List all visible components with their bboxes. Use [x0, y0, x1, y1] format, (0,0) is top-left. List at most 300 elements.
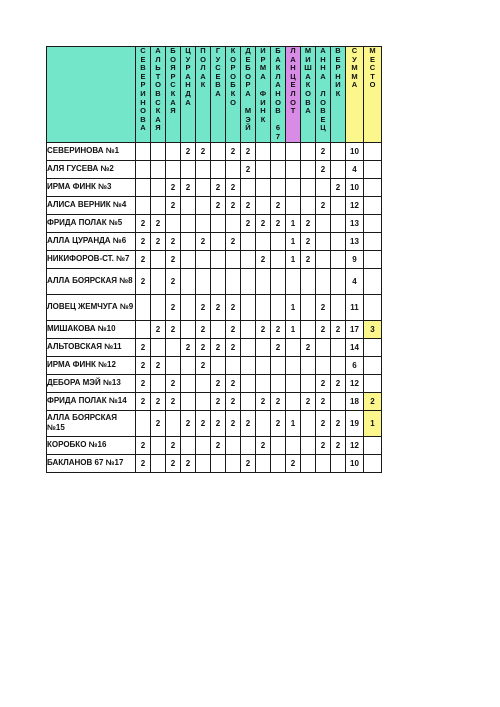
- score-cell: [301, 374, 316, 392]
- score-cell: [331, 294, 346, 320]
- score-cell: [181, 356, 196, 374]
- column-header-label: С Е В Е Р И Н О В А: [140, 46, 146, 133]
- score-cell: 2: [241, 454, 256, 472]
- table-row: [47, 232, 382, 250]
- score-cell: [286, 268, 301, 294]
- column-header: [301, 47, 316, 143]
- score-cell: [136, 142, 151, 160]
- place-cell: [364, 374, 382, 392]
- score-cell: 2: [226, 196, 241, 214]
- score-cell: [256, 178, 271, 196]
- score-cell: 2: [226, 392, 241, 410]
- score-cell: [166, 160, 181, 178]
- score-cell: [301, 410, 316, 436]
- sum-cell: 10: [346, 454, 364, 472]
- score-cell: 2: [226, 294, 241, 320]
- score-cell: [316, 268, 331, 294]
- score-cell: [301, 196, 316, 214]
- score-cell: [286, 374, 301, 392]
- score-cell: 2: [256, 436, 271, 454]
- score-cell: 2: [316, 320, 331, 338]
- table-row: [47, 214, 382, 232]
- place-cell: [364, 142, 382, 160]
- score-cell: [271, 374, 286, 392]
- score-cell: [286, 392, 301, 410]
- score-cell: 2: [301, 392, 316, 410]
- score-cell: [136, 294, 151, 320]
- table-row: [47, 356, 382, 374]
- score-cell: 2: [196, 410, 211, 436]
- score-cell: 1: [286, 214, 301, 232]
- score-cell: 2: [256, 214, 271, 232]
- column-header-label: Г У С Е В А: [215, 46, 221, 98]
- column-header: [151, 47, 166, 143]
- score-cell: [256, 454, 271, 472]
- participant-name: АЛЛА БОЯРСКАЯ №15: [47, 410, 136, 436]
- column-header: [346, 47, 364, 143]
- score-cell: 2: [211, 338, 226, 356]
- score-cell: [271, 436, 286, 454]
- score-cell: 2: [166, 374, 181, 392]
- score-cell: [226, 356, 241, 374]
- score-cell: [301, 294, 316, 320]
- table-row: [47, 454, 382, 472]
- score-cell: [166, 338, 181, 356]
- score-cell: 2: [316, 392, 331, 410]
- score-cell: 2: [241, 160, 256, 178]
- score-cell: 2: [271, 338, 286, 356]
- score-cell: [301, 178, 316, 196]
- score-cell: [286, 196, 301, 214]
- score-cell: 2: [136, 338, 151, 356]
- score-cell: 2: [136, 454, 151, 472]
- score-cell: 2: [166, 268, 181, 294]
- score-cell: [181, 250, 196, 268]
- score-cell: [196, 250, 211, 268]
- sum-cell: 19: [346, 410, 364, 436]
- place-cell: [364, 356, 382, 374]
- score-cell: 2: [166, 178, 181, 196]
- score-cell: 2: [136, 374, 151, 392]
- score-cell: 1: [286, 320, 301, 338]
- score-cell: 2: [166, 392, 181, 410]
- column-header-label: К О Р О Б К О: [230, 46, 236, 107]
- sum-cell: 18: [346, 392, 364, 410]
- participant-name: АЛИСА ВЕРНИК №4: [47, 196, 136, 214]
- score-cell: [241, 232, 256, 250]
- score-cell: [241, 392, 256, 410]
- table-row: [47, 392, 382, 410]
- score-cell: [211, 454, 226, 472]
- score-cell: 2: [226, 142, 241, 160]
- score-cell: [181, 160, 196, 178]
- score-cell: 1: [286, 250, 301, 268]
- score-cell: [316, 356, 331, 374]
- column-header: [241, 47, 256, 143]
- place-cell: 2: [364, 392, 382, 410]
- sum-cell: 4: [346, 268, 364, 294]
- score-cell: 2: [151, 232, 166, 250]
- table-row: [47, 436, 382, 454]
- score-cell: 2: [151, 392, 166, 410]
- score-cell: [181, 196, 196, 214]
- score-cell: 2: [151, 214, 166, 232]
- score-cell: 2: [166, 196, 181, 214]
- participant-name: АЛЯ ГУСЕВА №2: [47, 160, 136, 178]
- score-cell: [241, 374, 256, 392]
- score-cell: 2: [136, 392, 151, 410]
- score-cell: 2: [211, 436, 226, 454]
- score-cell: 2: [316, 374, 331, 392]
- column-header-label: Д Е Б О Р А М Э Й: [244, 46, 252, 133]
- column-header: [226, 47, 241, 143]
- column-header: [364, 47, 382, 143]
- score-cell: [196, 160, 211, 178]
- column-header-label: В Е Р Н И К: [335, 46, 341, 98]
- table-row: [47, 338, 382, 356]
- table-row: [47, 410, 382, 436]
- table-row: [47, 196, 382, 214]
- score-cell: [241, 436, 256, 454]
- score-cell: [226, 436, 241, 454]
- place-cell: [364, 178, 382, 196]
- score-cell: [301, 142, 316, 160]
- score-cell: 2: [196, 294, 211, 320]
- score-cell: [241, 294, 256, 320]
- score-cell: 2: [166, 320, 181, 338]
- sum-cell: 6: [346, 356, 364, 374]
- score-cell: 2: [211, 392, 226, 410]
- score-cell: [256, 356, 271, 374]
- score-cell: [256, 338, 271, 356]
- participant-name: ФРИДА ПОЛАК №5: [47, 214, 136, 232]
- score-cell: 2: [211, 294, 226, 320]
- score-cell: [286, 178, 301, 196]
- score-cell: [256, 410, 271, 436]
- score-cell: 2: [181, 178, 196, 196]
- table-body: [47, 142, 382, 472]
- participant-name: ИРМА ФИНК №3: [47, 178, 136, 196]
- score-cell: 1: [286, 232, 301, 250]
- score-cell: 2: [286, 454, 301, 472]
- score-cell: [166, 214, 181, 232]
- table-row: [47, 374, 382, 392]
- sum-cell: 11: [346, 294, 364, 320]
- place-cell: [364, 214, 382, 232]
- score-cell: 2: [136, 436, 151, 454]
- score-cell: [196, 436, 211, 454]
- place-cell: 3: [364, 320, 382, 338]
- column-header-label: Ц У Р А Н Д А: [185, 46, 191, 107]
- table-row: [47, 142, 382, 160]
- score-cell: [151, 294, 166, 320]
- score-cell: [316, 454, 331, 472]
- score-cell: [331, 214, 346, 232]
- score-cell: [301, 160, 316, 178]
- place-cell: [364, 294, 382, 320]
- score-cell: [151, 160, 166, 178]
- place-cell: [364, 268, 382, 294]
- participant-name: НИКИФОРОВ-СТ. №7: [47, 250, 136, 268]
- score-cell: [241, 268, 256, 294]
- score-cell: 2: [316, 436, 331, 454]
- score-cell: [241, 338, 256, 356]
- sum-cell: 9: [346, 250, 364, 268]
- score-cell: [331, 160, 346, 178]
- score-cell: 2: [301, 214, 316, 232]
- score-cell: [241, 178, 256, 196]
- score-cell: 2: [151, 410, 166, 436]
- score-cell: [196, 268, 211, 294]
- score-cell: [271, 250, 286, 268]
- score-cell: 2: [316, 142, 331, 160]
- participant-name: БАКЛАНОВ 67 №17: [47, 454, 136, 472]
- place-cell: [364, 232, 382, 250]
- score-cell: 1: [286, 294, 301, 320]
- column-header-label: Б О Я Р С К А Я: [170, 46, 176, 116]
- score-cell: [166, 410, 181, 436]
- score-cell: [136, 320, 151, 338]
- place-cell: [364, 338, 382, 356]
- score-cell: 2: [196, 320, 211, 338]
- score-cell: 2: [316, 294, 331, 320]
- score-cell: 2: [331, 374, 346, 392]
- score-cell: [196, 214, 211, 232]
- score-cell: [226, 214, 241, 232]
- score-cell: [316, 232, 331, 250]
- score-cell: [211, 214, 226, 232]
- score-cell: [286, 356, 301, 374]
- score-cell: [136, 410, 151, 436]
- place-cell: 1: [364, 410, 382, 436]
- column-header: [256, 47, 271, 143]
- score-cell: [166, 356, 181, 374]
- column-header: [211, 47, 226, 143]
- table-row: [47, 250, 382, 268]
- score-cell: [151, 268, 166, 294]
- score-cell: 2: [226, 320, 241, 338]
- participant-name: АЛЛА БОЯРСКАЯ №8: [47, 268, 136, 294]
- score-cell: 1: [286, 410, 301, 436]
- score-cell: 2: [226, 374, 241, 392]
- score-cell: [331, 454, 346, 472]
- score-cell: [136, 160, 151, 178]
- score-cell: [196, 196, 211, 214]
- participant-name: ДЕБОРА МЭЙ №13: [47, 374, 136, 392]
- score-cell: 2: [271, 320, 286, 338]
- score-cell: 2: [211, 410, 226, 436]
- score-cell: [151, 338, 166, 356]
- score-cell: 2: [136, 232, 151, 250]
- score-cell: 2: [256, 250, 271, 268]
- score-cell: [196, 374, 211, 392]
- score-cell: 2: [241, 214, 256, 232]
- score-cell: 2: [181, 410, 196, 436]
- score-cell: [181, 392, 196, 410]
- score-cell: [181, 214, 196, 232]
- score-cell: [256, 374, 271, 392]
- column-header-label: Л А Н Ц Е Л О Т: [290, 46, 296, 116]
- score-cell: 2: [271, 410, 286, 436]
- score-cell: 2: [316, 196, 331, 214]
- participant-name: МИШАКОВА №10: [47, 320, 136, 338]
- score-cell: [181, 268, 196, 294]
- column-header: [181, 47, 196, 143]
- participant-name: ФРИДА ПОЛАК №14: [47, 392, 136, 410]
- score-cell: [256, 294, 271, 320]
- score-cell: 2: [196, 338, 211, 356]
- score-cell: 2: [331, 320, 346, 338]
- score-cell: [226, 250, 241, 268]
- score-cell: 2: [136, 356, 151, 374]
- score-cell: 2: [301, 232, 316, 250]
- column-header-label: А Л Ь Т О В С К А Я: [155, 46, 161, 133]
- score-cell: 2: [211, 374, 226, 392]
- place-cell: [364, 196, 382, 214]
- score-cell: [286, 160, 301, 178]
- score-cell: 2: [136, 214, 151, 232]
- score-cell: [316, 214, 331, 232]
- table-row: [47, 268, 382, 294]
- score-cell: [271, 160, 286, 178]
- score-cell: [241, 320, 256, 338]
- score-cell: [211, 250, 226, 268]
- score-cell: [256, 268, 271, 294]
- score-cell: 2: [196, 356, 211, 374]
- table-row: [47, 178, 382, 196]
- column-header-label: С У М М А: [351, 46, 358, 90]
- score-cell: [151, 374, 166, 392]
- score-cell: 2: [181, 338, 196, 356]
- score-cell: [226, 268, 241, 294]
- score-cell: [166, 142, 181, 160]
- place-cell: [364, 436, 382, 454]
- score-cell: 2: [166, 294, 181, 320]
- score-cell: [316, 178, 331, 196]
- score-cell: [286, 436, 301, 454]
- sum-cell: 12: [346, 374, 364, 392]
- participant-name: СЕВЕРИНОВА №1: [47, 142, 136, 160]
- column-header-label: М И Ш А К О В А: [304, 46, 312, 116]
- column-header: [196, 47, 211, 143]
- score-cell: [301, 356, 316, 374]
- score-cell: 2: [316, 410, 331, 436]
- column-header-label: Б А К Л А Н О В 6 7: [275, 46, 281, 141]
- sum-cell: 14: [346, 338, 364, 356]
- score-cell: 2: [271, 196, 286, 214]
- sum-cell: 4: [346, 160, 364, 178]
- score-cell: 2: [136, 268, 151, 294]
- place-cell: [364, 250, 382, 268]
- sum-cell: 13: [346, 232, 364, 250]
- place-cell: [364, 160, 382, 178]
- score-cell: 2: [226, 232, 241, 250]
- score-cell: [241, 356, 256, 374]
- score-cell: 2: [151, 320, 166, 338]
- header-corner: [47, 47, 136, 143]
- participant-name: ЛОВЕЦ ЖЕМЧУГА №9: [47, 294, 136, 320]
- score-cell: 2: [331, 178, 346, 196]
- score-cell: 2: [226, 338, 241, 356]
- score-cell: 2: [211, 178, 226, 196]
- score-cell: [271, 232, 286, 250]
- score-cell: 2: [331, 436, 346, 454]
- column-header: [136, 47, 151, 143]
- score-cell: 2: [166, 250, 181, 268]
- score-cell: 2: [316, 160, 331, 178]
- score-cell: [331, 338, 346, 356]
- score-cell: 2: [181, 142, 196, 160]
- sum-cell: 12: [346, 436, 364, 454]
- score-cell: 2: [226, 410, 241, 436]
- score-cell: [211, 320, 226, 338]
- column-header-label: М Е С Т О: [369, 46, 376, 90]
- score-cell: [211, 356, 226, 374]
- sum-cell: 10: [346, 178, 364, 196]
- score-cell: 2: [301, 338, 316, 356]
- score-cell: [196, 178, 211, 196]
- score-cell: [301, 320, 316, 338]
- score-cell: 2: [136, 250, 151, 268]
- score-cell: 2: [196, 232, 211, 250]
- column-header-label: И Р М А Ф И Н К: [259, 46, 267, 124]
- score-cell: 2: [256, 392, 271, 410]
- score-cell: [151, 196, 166, 214]
- score-cell: 2: [181, 454, 196, 472]
- score-cell: [181, 232, 196, 250]
- score-cell: [256, 142, 271, 160]
- score-cell: [256, 160, 271, 178]
- score-cell: 2: [151, 356, 166, 374]
- score-cell: [286, 142, 301, 160]
- score-cell: 2: [211, 196, 226, 214]
- column-header-label: П О Л А К: [200, 46, 206, 90]
- score-cell: [256, 196, 271, 214]
- score-cell: 2: [301, 250, 316, 268]
- column-header: [271, 47, 286, 143]
- score-cell: [331, 142, 346, 160]
- sum-cell: 13: [346, 214, 364, 232]
- score-cell: [136, 178, 151, 196]
- participant-name: АЛЛА ЦУРАНДА №6: [47, 232, 136, 250]
- score-cell: 2: [256, 320, 271, 338]
- participant-name: АЛЬТОВСКАЯ №11: [47, 338, 136, 356]
- score-cell: [256, 232, 271, 250]
- score-cell: [271, 294, 286, 320]
- score-cell: 2: [166, 436, 181, 454]
- score-cell: [301, 454, 316, 472]
- score-cell: [301, 436, 316, 454]
- score-cell: [136, 196, 151, 214]
- score-cell: [151, 250, 166, 268]
- score-cell: [331, 392, 346, 410]
- header-row: [47, 47, 382, 143]
- score-cell: [181, 294, 196, 320]
- scores-table: [46, 46, 382, 473]
- score-cell: [271, 142, 286, 160]
- score-cell: [181, 436, 196, 454]
- table-row: [47, 320, 382, 338]
- score-cell: [211, 268, 226, 294]
- score-cell: [211, 232, 226, 250]
- score-cell: 2: [241, 142, 256, 160]
- score-cell: [301, 268, 316, 294]
- participant-name: КОРОБКО №16: [47, 436, 136, 454]
- score-cell: [211, 160, 226, 178]
- score-cell: [331, 356, 346, 374]
- column-header: [316, 47, 331, 143]
- score-cell: [211, 142, 226, 160]
